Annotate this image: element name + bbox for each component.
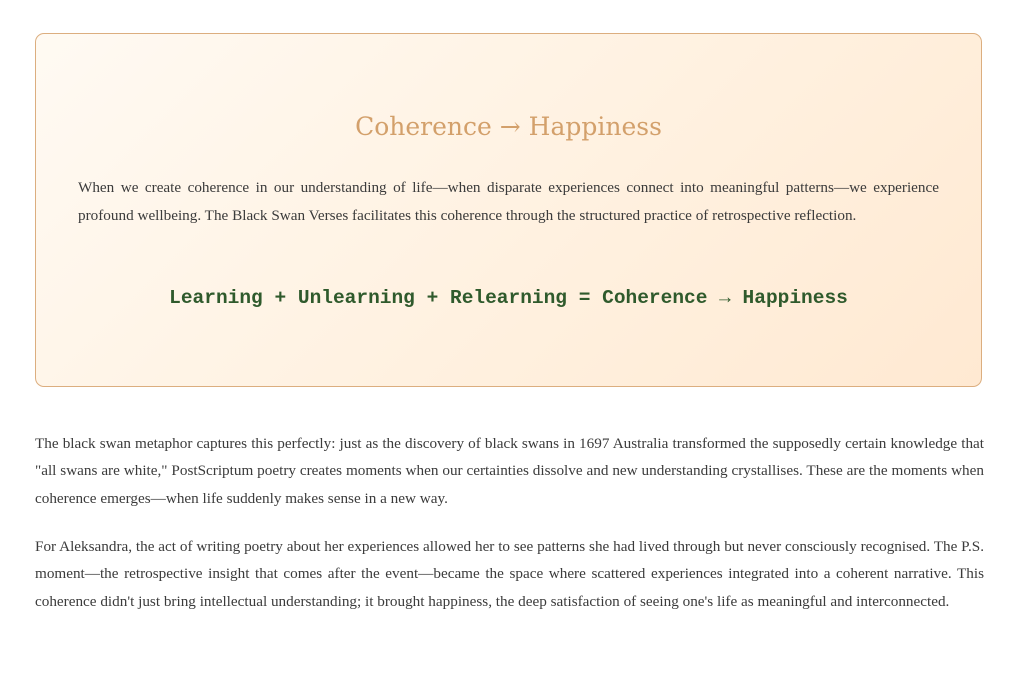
callout-body-text: When we create coherence in our understanding of life—when disparate experiences connect into meaningful patterns—we experience profound wellbeing. The Black Swan Verses facilitates this coherence through the structured practice of retrospective reflection. — [78, 179, 939, 224]
body-paragraph-black-swan: The black swan metaphor captures this perfectly: just as the discovery of black swans in 1697 Australia transformed the supposedly certain knowledge that "all swans are white," PostScriptum poetry creates moments when our certainties dissolve and new understanding crystallises. These are the moments when coherence emerges—when life suddenly makes sense in a new way. — [35, 435, 984, 507]
callout-title: Coherence → Happiness — [355, 112, 662, 141]
coherence-formula: Learning + Unlearning + Relearning = Coherence → Happiness — [169, 287, 848, 309]
body-paragraph-aleksandra: For Aleksandra, the act of writing poetry about her experiences allowed her to see patterns she had lived through but never consciously recognised. The P.S. moment—the retrospective insight that comes after the event—became the space where scattered experiences integrated into a coherent narrative. This coherence didn't just bring intellectual understanding; it brought happiness, the deep satisfaction of seeing one's life as meaningful and interconnected. — [35, 538, 984, 610]
coherence-callout-box — [35, 33, 982, 387]
